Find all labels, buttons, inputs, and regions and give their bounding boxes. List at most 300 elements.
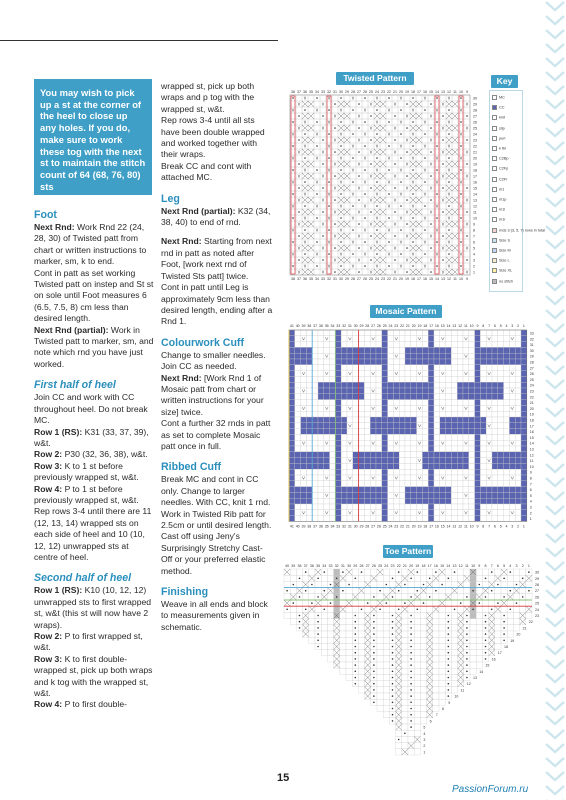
key-swatch <box>492 105 497 110</box>
twisted-col-label: 23 <box>381 90 385 94</box>
mosaic-cell <box>446 516 452 522</box>
twisted-purl-dot <box>352 205 354 207</box>
twisted-purl-dot <box>436 145 438 147</box>
toe-purl-dot <box>435 571 437 573</box>
toe-row-label: 12 <box>466 682 471 687</box>
mosaic-cell <box>301 411 307 417</box>
mosaic-cell <box>347 504 353 510</box>
mosaic-cell <box>289 417 295 423</box>
mosaic-cell <box>382 423 388 429</box>
mosaic-cell <box>376 347 382 353</box>
toe-cell <box>451 625 457 631</box>
mosaic-cell <box>417 394 423 400</box>
mosaic-cell <box>359 376 365 382</box>
mosaic-cell <box>405 504 411 510</box>
mosaic-cell <box>347 475 353 481</box>
mosaic-cell <box>509 359 515 365</box>
mosaic-cell <box>353 347 359 353</box>
toe-row-label: 15 <box>485 663 490 668</box>
toe-cell <box>476 643 482 649</box>
toe-purl-dot <box>410 714 412 716</box>
mosaic-cell <box>335 475 341 481</box>
mosaic-cell <box>451 487 457 493</box>
mosaic-cell <box>324 469 330 475</box>
mosaic-cell <box>422 405 428 411</box>
toe-purl-dot <box>448 640 450 642</box>
key-label: CC <box>499 105 505 110</box>
mosaic-col-label: 31 <box>347 324 352 328</box>
toe-cell <box>445 569 451 575</box>
mosaic-cell <box>521 463 527 469</box>
mosaic-cell <box>492 347 498 353</box>
mosaic-cell <box>370 400 376 406</box>
toe-purl-dot <box>404 602 406 604</box>
mosaic-cell <box>399 376 405 382</box>
toe-col-label: 28 <box>359 564 364 568</box>
mosaic-cell <box>295 463 301 469</box>
mosaic-cell <box>463 504 469 510</box>
toe-cell <box>439 656 445 662</box>
mosaic-cell <box>295 330 301 336</box>
mosaic-cell <box>417 342 423 348</box>
twisted-purl-dot <box>322 115 324 117</box>
mosaic-cell <box>434 388 440 394</box>
mosaic-cell <box>312 336 318 342</box>
toe-cell <box>309 594 315 600</box>
mosaic-cell <box>428 342 434 348</box>
mosaic-cell <box>434 417 440 423</box>
mosaic-cell <box>440 469 446 475</box>
mosaic-cell <box>341 487 347 493</box>
toe-cell <box>433 581 439 587</box>
mosaic-cell <box>515 400 521 406</box>
mosaic-cell <box>393 400 399 406</box>
mosaic-cell <box>411 429 417 435</box>
toe-purl-dot <box>348 584 350 586</box>
toe-purl-dot <box>373 677 375 679</box>
mosaic-cell <box>440 516 446 522</box>
mosaic-cell <box>405 434 411 440</box>
mosaic-cell <box>509 423 515 429</box>
mosaic-cell <box>335 382 341 388</box>
toe-cell <box>377 668 383 674</box>
toe-cell <box>451 681 457 687</box>
mosaic-cell <box>393 498 399 504</box>
mosaic-cell <box>428 498 434 504</box>
twisted-purl-dot <box>370 235 372 237</box>
toe-purl-dot <box>410 652 412 654</box>
toe-cell <box>507 631 513 637</box>
toe-cell <box>383 699 389 705</box>
mosaic-row-label: 13 <box>529 447 534 452</box>
twisted-purl-dot <box>448 157 450 159</box>
mosaic-cell <box>335 452 341 458</box>
mosaic-cell <box>469 487 475 493</box>
page-number: 15 <box>277 772 290 784</box>
key-item <box>492 115 505 121</box>
mosaic-cell <box>324 481 330 487</box>
twisted-purl-dot <box>412 169 414 171</box>
toe-cell <box>482 606 488 612</box>
mosaic-cell <box>446 487 452 493</box>
mosaic-cell <box>359 498 365 504</box>
mosaic-cell <box>364 342 370 348</box>
mosaic-col-label: 13 <box>452 524 457 529</box>
mosaic-cell <box>475 365 481 371</box>
mosaic-cell <box>417 458 423 464</box>
toe-col-label: 3 <box>515 564 518 568</box>
mosaic-cell <box>359 492 365 498</box>
toe-cell <box>451 631 457 637</box>
mosaic-cell <box>457 417 463 423</box>
toe-purl-dot <box>466 664 468 666</box>
twisted-col-label: 22 <box>387 90 391 94</box>
toe-cell <box>470 594 476 600</box>
toe-cell <box>371 581 377 587</box>
mosaic-cell <box>359 446 365 452</box>
mosaic-cell <box>434 336 440 342</box>
mosaic-cell <box>382 481 388 487</box>
toe-cell <box>470 631 476 637</box>
toe-cell <box>340 650 346 656</box>
mosaic-cell <box>347 353 353 359</box>
twisted-purl-dot <box>406 151 408 153</box>
mosaic-cell <box>318 492 324 498</box>
toe-purl-dot <box>485 578 487 580</box>
toe-cell <box>346 656 352 662</box>
toe-cell <box>414 600 420 606</box>
twisted-col-label: 25 <box>369 90 373 94</box>
twisted-col-label: 22 <box>387 277 391 281</box>
mosaic-cell <box>434 429 440 435</box>
mosaic-cell <box>301 382 307 388</box>
mosaic-cell <box>370 429 376 435</box>
mosaic-cell <box>330 510 336 516</box>
twisted-purl-dot <box>340 265 342 267</box>
toe-cell <box>315 581 321 587</box>
mosaic-cell <box>492 411 498 417</box>
leg-next: Next Rnd: Starting from next rnd in patt as noted after Foot, [work next rnd of Twisted Sts patt] twice. <box>161 236 272 281</box>
toe-pattern-chart <box>280 560 542 765</box>
twisted-purl-dot <box>388 97 390 99</box>
mosaic-cell <box>359 388 365 394</box>
toe-cell <box>433 693 439 699</box>
mosaic-col-label: 30 <box>353 524 358 529</box>
mosaic-cell <box>463 405 469 411</box>
toe-purl-dot <box>503 627 505 629</box>
mosaic-cell <box>463 510 469 516</box>
mosaic-cell <box>521 394 527 400</box>
mosaic-cell <box>295 394 301 400</box>
mosaic-cell <box>492 498 498 504</box>
toe-purl-dot <box>355 627 357 629</box>
mosaic-cell <box>306 487 312 493</box>
mosaic-cell <box>428 429 434 435</box>
mosaic-cell <box>498 510 504 516</box>
mosaic-cell <box>440 411 446 417</box>
twisted-col-label: 21 <box>393 277 397 281</box>
toe-cell <box>526 612 532 618</box>
key-item <box>492 207 505 213</box>
toe-col-label: 35 <box>316 564 321 568</box>
toe-cell <box>402 718 408 724</box>
mosaic-cell <box>509 365 515 371</box>
mosaic-cell <box>417 463 423 469</box>
mosaic-cell <box>301 504 307 510</box>
toe-cell <box>470 575 476 581</box>
toe-cell <box>321 612 327 618</box>
toe-purl-dot <box>528 571 530 573</box>
mosaic-cell <box>434 353 440 359</box>
mosaic-cell <box>341 353 347 359</box>
mosaic-cell <box>417 365 423 371</box>
toe-cell <box>352 588 358 594</box>
twisted-purl-dot <box>328 157 330 159</box>
twisted-col-label: 19 <box>405 277 409 281</box>
toe-cell <box>383 588 389 594</box>
mosaic-cell <box>509 440 515 446</box>
mosaic-row-label: 9 <box>529 470 532 475</box>
mosaic-cell <box>428 475 434 481</box>
mosaic-cell <box>492 475 498 481</box>
toe-purl-dot <box>448 677 450 679</box>
key-item <box>492 228 545 234</box>
twisted-col-label: 28 <box>351 277 355 281</box>
mosaic-cell <box>376 353 382 359</box>
mosaic-cell <box>480 359 486 365</box>
twisted-purl-dot <box>292 97 294 99</box>
mosaic-cell <box>405 347 411 353</box>
mosaic-cell <box>411 342 417 348</box>
mosaic-cell <box>301 353 307 359</box>
toe-cell <box>420 662 426 668</box>
mosaic-cell <box>324 417 330 423</box>
mosaic-cell <box>469 452 475 458</box>
twisted-row-label: 26 <box>473 120 477 125</box>
mosaic-cell <box>399 516 405 522</box>
mosaic-cell <box>364 452 370 458</box>
toe-cell <box>402 625 408 631</box>
mosaic-cell <box>364 376 370 382</box>
mosaic-cell <box>451 400 457 406</box>
mosaic-cell <box>330 434 336 440</box>
mosaic-cell <box>364 487 370 493</box>
mosaic-cell <box>440 510 446 516</box>
twisted-purl-dot <box>442 187 444 189</box>
mosaic-cell <box>306 388 312 394</box>
mosaic-row-label: 3 <box>529 505 532 510</box>
mosaic-cell <box>463 458 469 464</box>
mosaic-cell <box>422 371 428 377</box>
twisted-purl-dot <box>376 253 378 255</box>
mosaic-cell <box>463 371 469 377</box>
key-label: m1p <box>499 197 507 202</box>
mosaic-cell <box>446 481 452 487</box>
mosaic-cell <box>353 359 359 365</box>
toe-cell <box>526 594 532 600</box>
mosaic-cell <box>318 504 324 510</box>
twisted-row-label: 17 <box>473 174 477 179</box>
toe-cell <box>414 625 420 631</box>
mosaic-cell <box>446 342 452 348</box>
mosaic-cell <box>318 463 324 469</box>
twisted-purl-dot <box>298 139 300 141</box>
twisted-purl-dot <box>388 121 390 123</box>
mosaic-cell <box>440 394 446 400</box>
mosaic-cell <box>376 481 382 487</box>
twisted-purl-dot <box>358 175 360 177</box>
toe-cell <box>290 606 296 612</box>
mosaic-cell <box>370 347 376 353</box>
mosaic-cell <box>509 458 515 464</box>
mosaic-cell <box>515 417 521 423</box>
key-item <box>492 197 506 203</box>
mosaic-cell <box>353 510 359 516</box>
mosaic-cell <box>359 411 365 417</box>
mosaic-cell <box>330 411 336 417</box>
mosaic-cell <box>486 481 492 487</box>
mosaic-col-label: 10 <box>469 524 474 529</box>
toe-cell <box>346 588 352 594</box>
mosaic-cell <box>399 359 405 365</box>
mosaic-cell <box>486 359 492 365</box>
mosaic-cell <box>312 423 318 429</box>
toe-cell <box>402 705 408 711</box>
mosaic-cell <box>475 463 481 469</box>
mosaic-cell <box>492 382 498 388</box>
mosaic-cell <box>324 492 330 498</box>
toe-cell <box>327 650 333 656</box>
toe-purl-dot <box>466 640 468 642</box>
mosaic-cell <box>504 452 510 458</box>
mosaic-cell <box>295 434 301 440</box>
toe-cell <box>383 569 389 575</box>
toe-cell <box>327 594 333 600</box>
toe-cell <box>327 625 333 631</box>
mosaic-cell <box>422 487 428 493</box>
mosaic-cell <box>330 400 336 406</box>
mosaic-cell <box>428 452 434 458</box>
mosaic-cell <box>330 371 336 377</box>
twisted-purl-dot <box>370 187 372 189</box>
mosaic-cell <box>492 481 498 487</box>
toe-cell <box>402 594 408 600</box>
mosaic-cell <box>440 429 446 435</box>
mosaic-cell <box>480 411 486 417</box>
toe-purl-dot <box>317 646 319 648</box>
toe-purl-dot <box>448 658 450 660</box>
mosaic-cell <box>370 516 376 522</box>
toe-cell <box>296 606 302 612</box>
toe-purl-dot <box>386 602 388 604</box>
mosaic-cell <box>440 342 446 348</box>
mosaic-cell <box>440 405 446 411</box>
mosaic-cell <box>306 440 312 446</box>
toe-cell <box>340 594 346 600</box>
toe-col-label: 32 <box>334 564 339 568</box>
mosaic-cell <box>301 458 307 464</box>
mosaic-cell <box>492 371 498 377</box>
toe-purl-dot <box>466 652 468 654</box>
toe-row-label: 19 <box>510 638 515 643</box>
mosaic-cell <box>434 365 440 371</box>
mosaic-cell <box>422 347 428 353</box>
twisted-purl-dot <box>436 121 438 123</box>
toe-cell <box>290 569 296 575</box>
mosaic-cell <box>475 336 481 342</box>
key-label: MC <box>499 95 505 100</box>
toe-purl-dot <box>392 621 394 623</box>
toe-cell <box>340 637 346 643</box>
mosaic-cell <box>388 440 394 446</box>
mosaic-cell <box>515 516 521 522</box>
mosaic-cell <box>457 423 463 429</box>
mosaic-cell <box>341 388 347 394</box>
mosaic-cell <box>440 440 446 446</box>
toe-cell <box>340 600 346 606</box>
toe-purl-dot <box>516 602 518 604</box>
toe-cell <box>309 625 315 631</box>
mosaic-cell <box>457 371 463 377</box>
twisted-col-label: 11 <box>453 277 457 281</box>
mosaic-cell <box>405 417 411 423</box>
toe-cell <box>358 662 364 668</box>
toe-cell <box>309 631 315 637</box>
twisted-purl-dot <box>304 181 306 183</box>
mosaic-cell <box>428 382 434 388</box>
toe-cell <box>377 650 383 656</box>
mosaic-cell <box>463 394 469 400</box>
toe-cell <box>433 631 439 637</box>
mosaic-cell <box>335 330 341 336</box>
twisted-purl-dot <box>358 103 360 105</box>
mosaic-cell <box>347 446 353 452</box>
mosaic-cell <box>504 365 510 371</box>
twisted-purl-dot <box>466 139 468 141</box>
mosaic-cell <box>504 417 510 423</box>
twisted-purl-dot <box>316 217 318 219</box>
mosaic-cell <box>451 440 457 446</box>
mosaic-cell <box>347 487 353 493</box>
mosaic-cell <box>330 446 336 452</box>
toe-col-label: 26 <box>371 564 376 568</box>
mosaic-cell <box>399 411 405 417</box>
toe-cell <box>321 581 327 587</box>
mosaic-cell <box>341 452 347 458</box>
twisted-purl-dot <box>466 163 468 165</box>
mosaic-cell <box>312 394 318 400</box>
toe-purl-dot <box>485 633 487 635</box>
mosaic-cell <box>341 365 347 371</box>
mosaic-col-label: 18 <box>423 524 428 529</box>
mosaic-cell <box>335 481 341 487</box>
mosaic-cell <box>521 330 527 336</box>
mosaic-cell <box>440 359 446 365</box>
toe-cell <box>501 581 507 587</box>
mosaic-cell <box>312 463 318 469</box>
toe-cell <box>327 631 333 637</box>
toe-purl-dot <box>324 609 326 611</box>
toe-purl-dot <box>448 652 450 654</box>
toe-cell <box>346 650 352 656</box>
toe-cell <box>439 625 445 631</box>
toe-cell <box>414 724 420 730</box>
mosaic-cell <box>330 382 336 388</box>
mosaic-col-label: 31 <box>347 524 352 529</box>
mosaic-cell <box>422 458 428 464</box>
twisted-purl-dot <box>340 193 342 195</box>
mosaic-cell <box>446 336 452 342</box>
